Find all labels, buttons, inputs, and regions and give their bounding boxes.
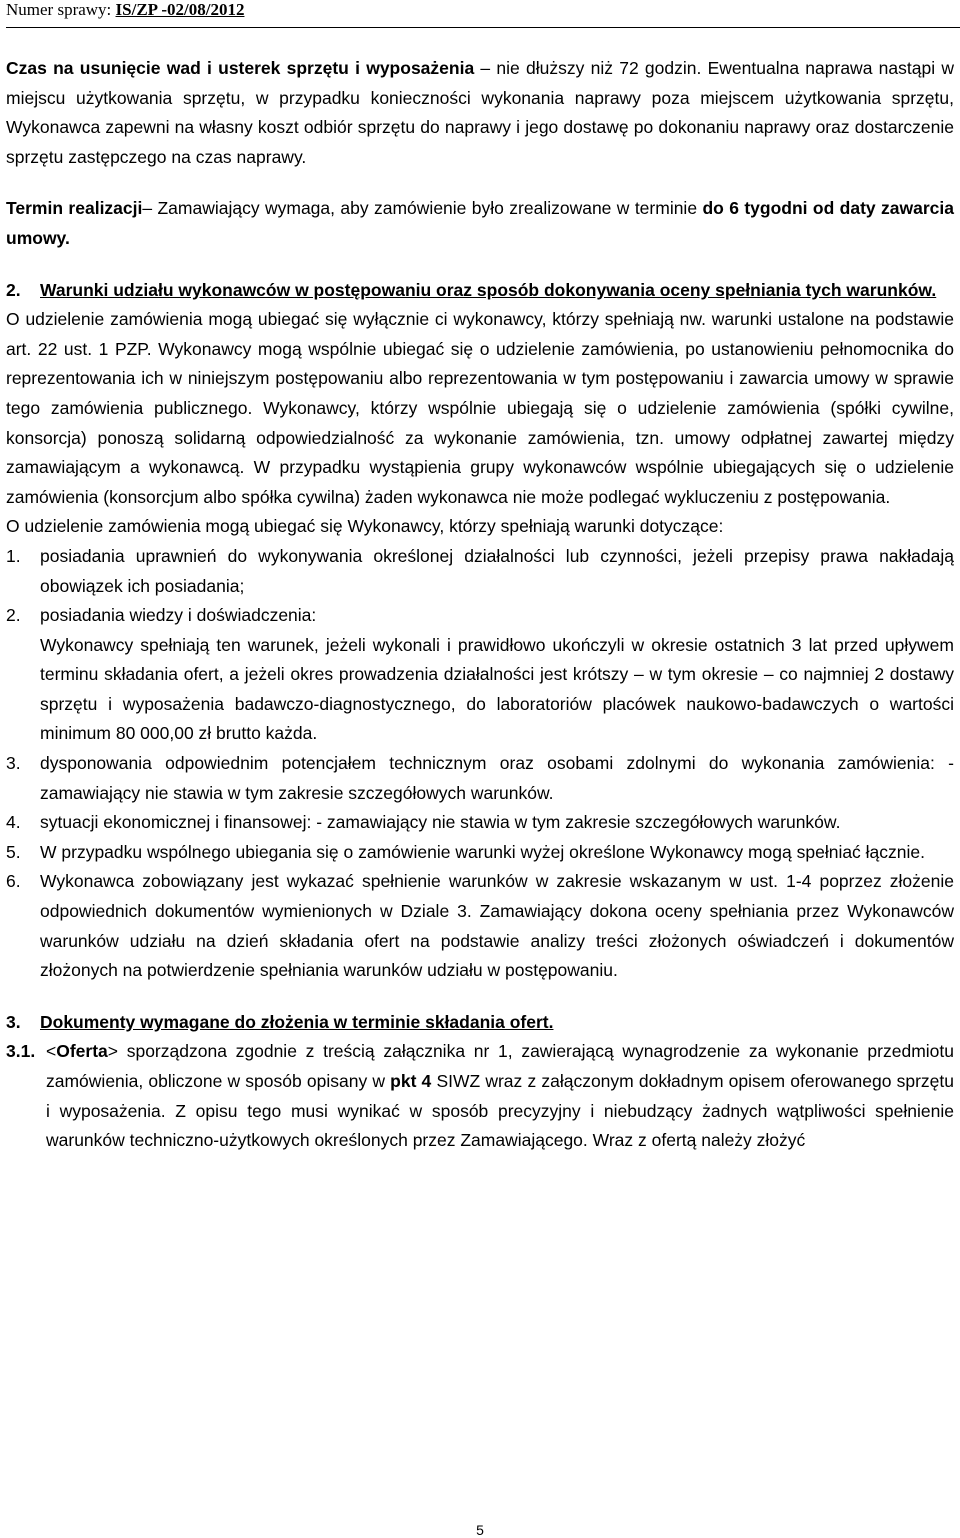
condition-number: 4. <box>6 812 21 833</box>
section-3-heading <box>6 1008 954 1038</box>
section-3-number: 3. <box>6 1011 21 1032</box>
completion-term-text: – Zamawiający wymaga, aby zamówienie było zrealizowane w terminie <box>142 198 703 219</box>
condition-item <box>6 867 954 985</box>
condition-text: posiadania wiedzy i doświadczenia: <box>40 605 317 626</box>
section-2-paragraph-1: O udzielenie zamówienia mogą ubiegać się wyłącznie ci wykonawcy, którzy spełniają nw. warunki ustalone na podstawie art. 22 ust. 1 PZP. Wykonawcy mogą wspólnie ubiegać się o udzielenie zamówienia, po ustanowieniu pełnomocnika do reprezentowania ich w niniejszym postępowaniu albo reprezentowania w tym postępowaniu i zawarcia umowy w sprawie tego zamówienia publicznego. Wykonawcy, którzy wspólnie ubiegają się o udzielenie zamówienia (spółki cywilne, konsorcja) ponoszą solidarną odpowiedzialność za wykonanie zamówienia, tzn. umowy odpłatnej zawartej między zamawiającym a wykonawcą. W przypadku wystąpienia grupy wykonawców wspólnie ubiegających się o udzielenie zamówienia (konsorcjum albo spółka cywilna) żaden wykonawca nie może podlegać wykluczeniu z postępowania. <box>6 309 954 507</box>
condition-text: dysponowania odpowiednim potencjałem technicznym oraz osobami zdolnymi do wykonania zamówienia: - zamawiający nie stawia w tym zakresie szczegółowych warunków. <box>40 753 954 803</box>
offer-label: Oferta <box>56 1041 108 1062</box>
condition-subtext: Wykonawcy spełniają ten warunek, jeżeli wykonali i prawidłowo ukończyli w okresie ostatnich 3 lat przed upływem terminu składania ofert, a jeżeli okres prowadzenia działalności jest krótszy – w tym okresie – co najmniej 2 dostawy sprzętu i wyposażenia badawczo-diagnostycznego, do laboratoriów placówek naukowo-badawczych o wartości minimum 80 000,00 zł brutto każda. <box>40 634 954 744</box>
section-2-paragraph-2: O udzielenie zamówienia mogą ubiegać się Wykonawcy, którzy spełniają warunki dotyczące: <box>6 516 724 537</box>
repair-time-heading: Czas na usunięcie wad i usterek sprzętu i wyposażenia <box>6 58 475 78</box>
repair-time-text: – nie dłuższy niż 72 godzin. Ewentualna naprawa nastąpi w miejscu użytkowania sprzętu, w przypadku konieczności wykonania naprawy poza miejscem użytkowania sprzętu, Wykonawca zapewni na własny koszt odbiór sprzętu do naprawy i jego dostawę po dokonaniu naprawy oraz dostarczenie sprzętu zastępczego na czas naprawy. <box>6 58 954 167</box>
page-number: 5 <box>476 1522 484 1538</box>
case-number-label: Numer sprawy: <box>6 0 116 19</box>
section-2-heading <box>6 276 954 306</box>
condition-item <box>6 749 954 808</box>
condition-number: 1. <box>6 545 21 566</box>
condition-text: posiadania uprawnień do wykonywania określonej działalności lub czynności, jeżeli przepisy prawa nakładają obowiązek ich posiadania; <box>40 545 954 596</box>
condition-text: W przypadku wspólnego ubiegania się o zamówienie warunki wyżej określone Wykonawcy mogą spełniać łącznie. <box>40 841 926 862</box>
section-3-1-number: 3.1. <box>6 1041 36 1062</box>
condition-text: sytuacji ekonomicznej i finansowej: - zamawiający nie stawia w tym zakresie szczegółowych warunków. <box>40 812 841 833</box>
condition-item <box>6 601 954 749</box>
completion-term-paragraph <box>6 194 954 253</box>
section-3-title: Dokumenty wymagane do złożenia w terminie składania ofert. <box>40 1011 554 1032</box>
condition-number: 6. <box>6 871 21 892</box>
condition-item <box>6 808 954 838</box>
condition-number: 5. <box>6 841 21 862</box>
section-2-title: Warunki udziału wykonawców w postępowaniu oraz sposób dokonywania oceny spełniania tych warunków. <box>40 279 937 300</box>
completion-term-heading: Termin realizacji <box>6 198 143 219</box>
section-2-number: 2. <box>6 279 21 300</box>
case-number: IS/ZP -02/08/2012 <box>115 0 245 19</box>
document-body <box>6 54 954 1156</box>
condition-number: 2. <box>6 605 21 626</box>
condition-text: Wykonawca zobowiązany jest wykazać spełnienie warunków w zakresie wskazanym w ust. 1-4 poprzez złożenie odpowiednich dokumentów wymienionych w Dziale 3. Zamawiający dokona oceny spełniania przez Wykonawców warunków udziału na dzień składania ofert na podstawie analizy treści złożonych oświadczeń i dokumentów złożonych na potwierdzenie spełniania warunków udziału w postępowaniu. <box>40 871 954 981</box>
repair-time-paragraph <box>6 54 954 172</box>
condition-number: 3. <box>6 753 21 774</box>
page-header <box>6 0 960 28</box>
condition-item <box>6 542 954 601</box>
section-3-1-text: <Oferta> sporządzona zgodnie z treścią załącznika nr 1, zawierającą wynagrodzenie za wykonanie przedmiotu zamówienia, obliczone w sposób opisany w pkt 4 SIWZ wraz z załączonym dokładnym opisem oferowanego sprzętu i wyposażenia. Z opisu tego musi wynikać w sposób precyzyjny i niebudzący żadnych wątpliwości spełnienie warunków techniczno-użytkowych określonych przez Zamawiającego. Wraz z ofertą należy złożyć <box>46 1041 954 1151</box>
point-reference: pkt 4 <box>390 1071 432 1091</box>
section-3-1-item <box>6 1037 954 1155</box>
completion-term-deadline: do 6 tygodni od daty zawarcia umowy. <box>6 198 954 248</box>
condition-item <box>6 838 954 868</box>
